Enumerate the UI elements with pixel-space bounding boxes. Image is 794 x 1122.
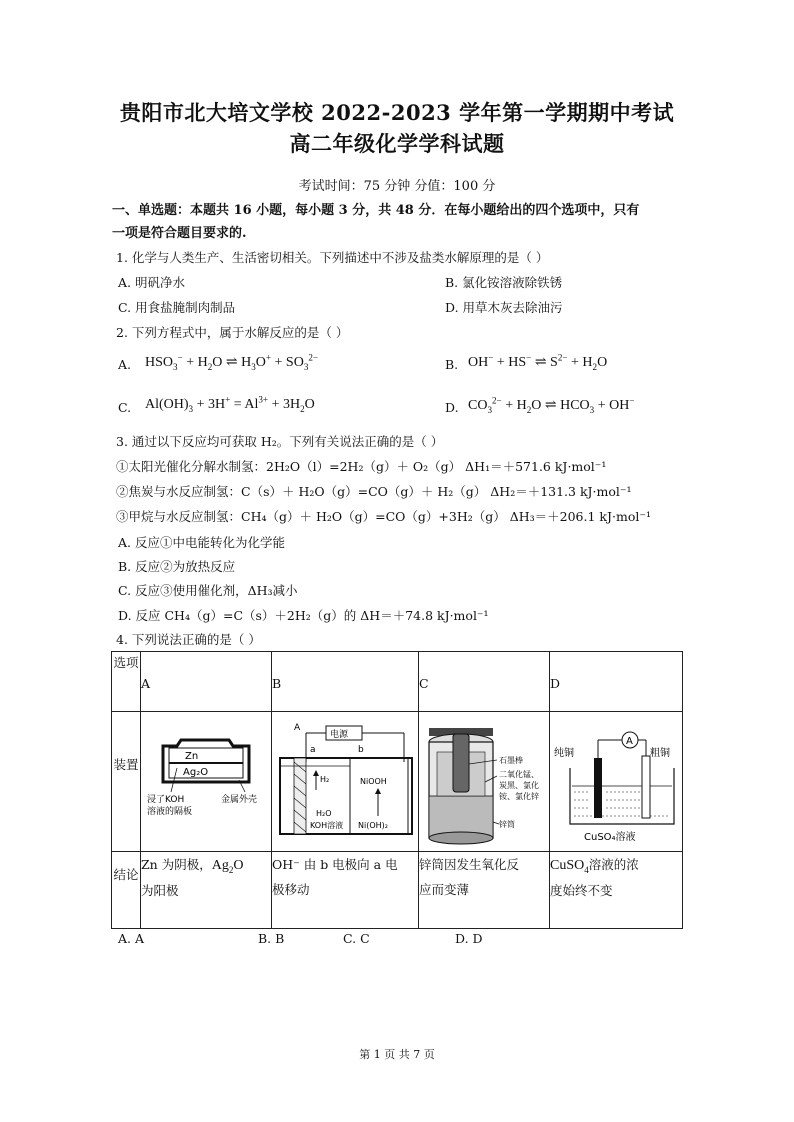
col-header-b: B: [272, 652, 419, 712]
q4-answer-c: C. C: [343, 931, 370, 946]
col-header-a: A: [141, 652, 272, 712]
q3-reaction-1: ①太阳光催化分解水制氢：2H₂O（l）=2H₂（g）＋ O₂（g） ΔH₁＝＋571.6 kJ·mol⁻¹: [116, 459, 607, 474]
dry-cell-diagram: [419, 712, 549, 848]
q2-stem: 2. 下列方程式中，属于水解反应的是（ ）: [116, 325, 349, 340]
q4-row-option: [112, 652, 683, 712]
q1-option-d: D. 用草木灰去除油污: [445, 300, 563, 315]
row-label-conclusion: 结论: [112, 852, 141, 929]
row-label-option: 选项: [112, 652, 141, 712]
q2-option-d-label: D.: [445, 400, 459, 415]
nickel-hydrogen-cell-diagram: [272, 712, 418, 848]
q4-table: [111, 651, 683, 929]
conclusion-d-text-1: 溶液的浓: [588, 857, 639, 872]
section-heading-cont: 一项是符合题目要求的.: [112, 226, 247, 241]
fig-d-solution: CuSO₄溶液: [584, 832, 636, 843]
q2-equation-b: OH− + HS− ⇌ $S^{2-} + H_2O$: [468, 352, 608, 372]
fig-a-zn: Zn: [185, 751, 199, 762]
q3-option-c: C. 反应③使用催化剂，ΔH₃减小: [118, 583, 298, 598]
ag2o-formula: $Ag_2O$: [211, 858, 244, 875]
col-header-c: C: [419, 652, 550, 712]
q3-reaction-3: ③甲烷与水反应制氢：CH₄（g）＋ H₂O（g）=CO（g）+3H₂（g） ΔH₃＝＋206.1 kJ·mol⁻¹: [116, 509, 651, 524]
fig-c-label-4: 铵、氯化锌: [499, 792, 539, 801]
device-d-cell: [550, 712, 683, 852]
q1-stem: 1. 化学与人类生产、生活密切相关。下列描述中不涉及盐类水解原理的是（ ）: [116, 250, 549, 265]
fig-b-koh: KOH溶液: [310, 821, 344, 830]
fig-b-niooh: NiOOH: [360, 777, 387, 786]
conclusion-a-text-1: Zn 为阴极，: [141, 857, 212, 872]
conclusion-d: [550, 852, 683, 929]
fig-b-nioh2: Ni(OH)₂: [358, 821, 388, 830]
fig-b-electrode-a-mark: A: [294, 723, 301, 733]
q4-answer-d: D. D: [455, 931, 483, 946]
fig-c-label-2: 二氧化锰、: [499, 770, 539, 779]
q1-option-b: B. 氯化铵溶液除铁锈: [445, 275, 563, 290]
exam-title-line2: 高二年级化学学科试题: [289, 131, 505, 156]
exam-info: 考试时间：75 分钟 分值：100 分: [298, 179, 496, 194]
fig-a-separator-2: 溶液的隔板: [147, 807, 193, 817]
fig-d-pure-copper: 纯铜: [554, 748, 574, 759]
fig-b-label-b: b: [358, 745, 364, 755]
conclusion-c: [419, 852, 550, 929]
q4-answer-a: A. A: [118, 931, 145, 946]
fig-c-label-3: 炭黑、氯化: [499, 781, 539, 790]
device-b-cell: [272, 712, 419, 852]
q1-option-a: A. 明矾净水: [118, 275, 185, 290]
section-heading: 一、单选题：本题共 16 小题，每小题 3 分，共 48 分．在每小题给出的四个选项中，只有: [112, 203, 640, 218]
conclusion-b-text-2: 极移动: [272, 882, 310, 897]
fig-d-ammeter: A: [626, 736, 633, 747]
fig-b-power: 电源: [330, 730, 349, 740]
conclusion-c-text-1: 锌筒因发生氧化反: [419, 857, 520, 872]
row-label-device: 装置: [112, 712, 141, 852]
copper-refining-diagram: [550, 712, 682, 848]
fig-d-crude-copper: 粗铜: [650, 748, 670, 759]
button-battery-diagram: [141, 712, 271, 848]
q2-option-c-label: C.: [118, 400, 132, 415]
fig-a-separator-1: 浸了KOH: [147, 795, 185, 805]
fig-a-ag2o: Ag₂O: [183, 767, 209, 778]
fig-b-label-a: a: [310, 745, 316, 755]
fig-a-casing: 金属外壳: [221, 795, 258, 805]
fig-c-zinc-can: 锌筒: [499, 820, 515, 829]
q3-reaction-2: ②焦炭与水反应制氢：C（s）＋ H₂O（g）=CO（g）＋ H₂（g） ΔH₂＝＋131.3 kJ·mol⁻¹: [116, 484, 632, 499]
q2-equation-d: $CO_3^{2-} + H_2O$ ⇌ $HCO_3 + OH^-$: [468, 395, 635, 415]
conclusion-a: [141, 852, 272, 929]
conclusion-b-text-1: OH⁻ 由 b 电极向 a 电: [272, 857, 398, 872]
q1-option-c: C. 用食盐腌制肉制品: [118, 300, 236, 315]
q4-answer-b: B. B: [258, 931, 285, 946]
q2-option-a-label: A.: [118, 357, 132, 372]
fig-b-h2o: H₂O: [316, 809, 332, 818]
q3-stem: 3. 通过以下反应均可获取 H₂。下列有关说法正确的是（ ）: [116, 434, 444, 449]
conclusion-a-text-2: 为阳极: [141, 883, 179, 898]
conclusion-c-text-2: 应而变薄: [419, 882, 470, 897]
cuso4-formula: CuSO$_4$: [550, 858, 589, 875]
exam-title-line1: 贵阳市北大培文学校 2022-2023 学年第一学期期中考试: [119, 100, 675, 125]
fig-b-h2: H₂: [320, 775, 330, 784]
q4-stem: 4. 下列说法正确的是（ ）: [116, 632, 261, 647]
q4-row-device: [112, 712, 683, 852]
q3-option-a: A. 反应①中电能转化为化学能: [118, 535, 285, 550]
device-a-cell: [141, 712, 272, 852]
q3-option-b: B. 反应②为放热反应: [118, 559, 236, 574]
q2-equation-a: $HSO_3^- + H_2O$ ⇌ $H_3O^+ + SO_3^{2-}$: [145, 352, 319, 372]
q4-row-conclusion: [112, 852, 683, 929]
conclusion-d-text-2: 度始终不变: [550, 883, 613, 898]
q2-equation-c: $Al(OH)_3 + 3H^+ = Al^{3+} + 3H_2O$: [145, 394, 315, 414]
col-header-d: D: [550, 652, 683, 712]
page-number: 第 1 页 共 7 页: [359, 1048, 435, 1061]
q2-option-b-label: B.: [445, 357, 459, 372]
conclusion-b: [272, 852, 419, 929]
device-c-cell: [419, 712, 550, 852]
q3-option-d: D. 反应 CH₄（g）=C（s）＋2H₂（g）的 ΔH＝＋74.8 kJ·mol⁻¹: [118, 608, 489, 623]
fig-c-graphite: 石墨棒: [499, 756, 523, 765]
